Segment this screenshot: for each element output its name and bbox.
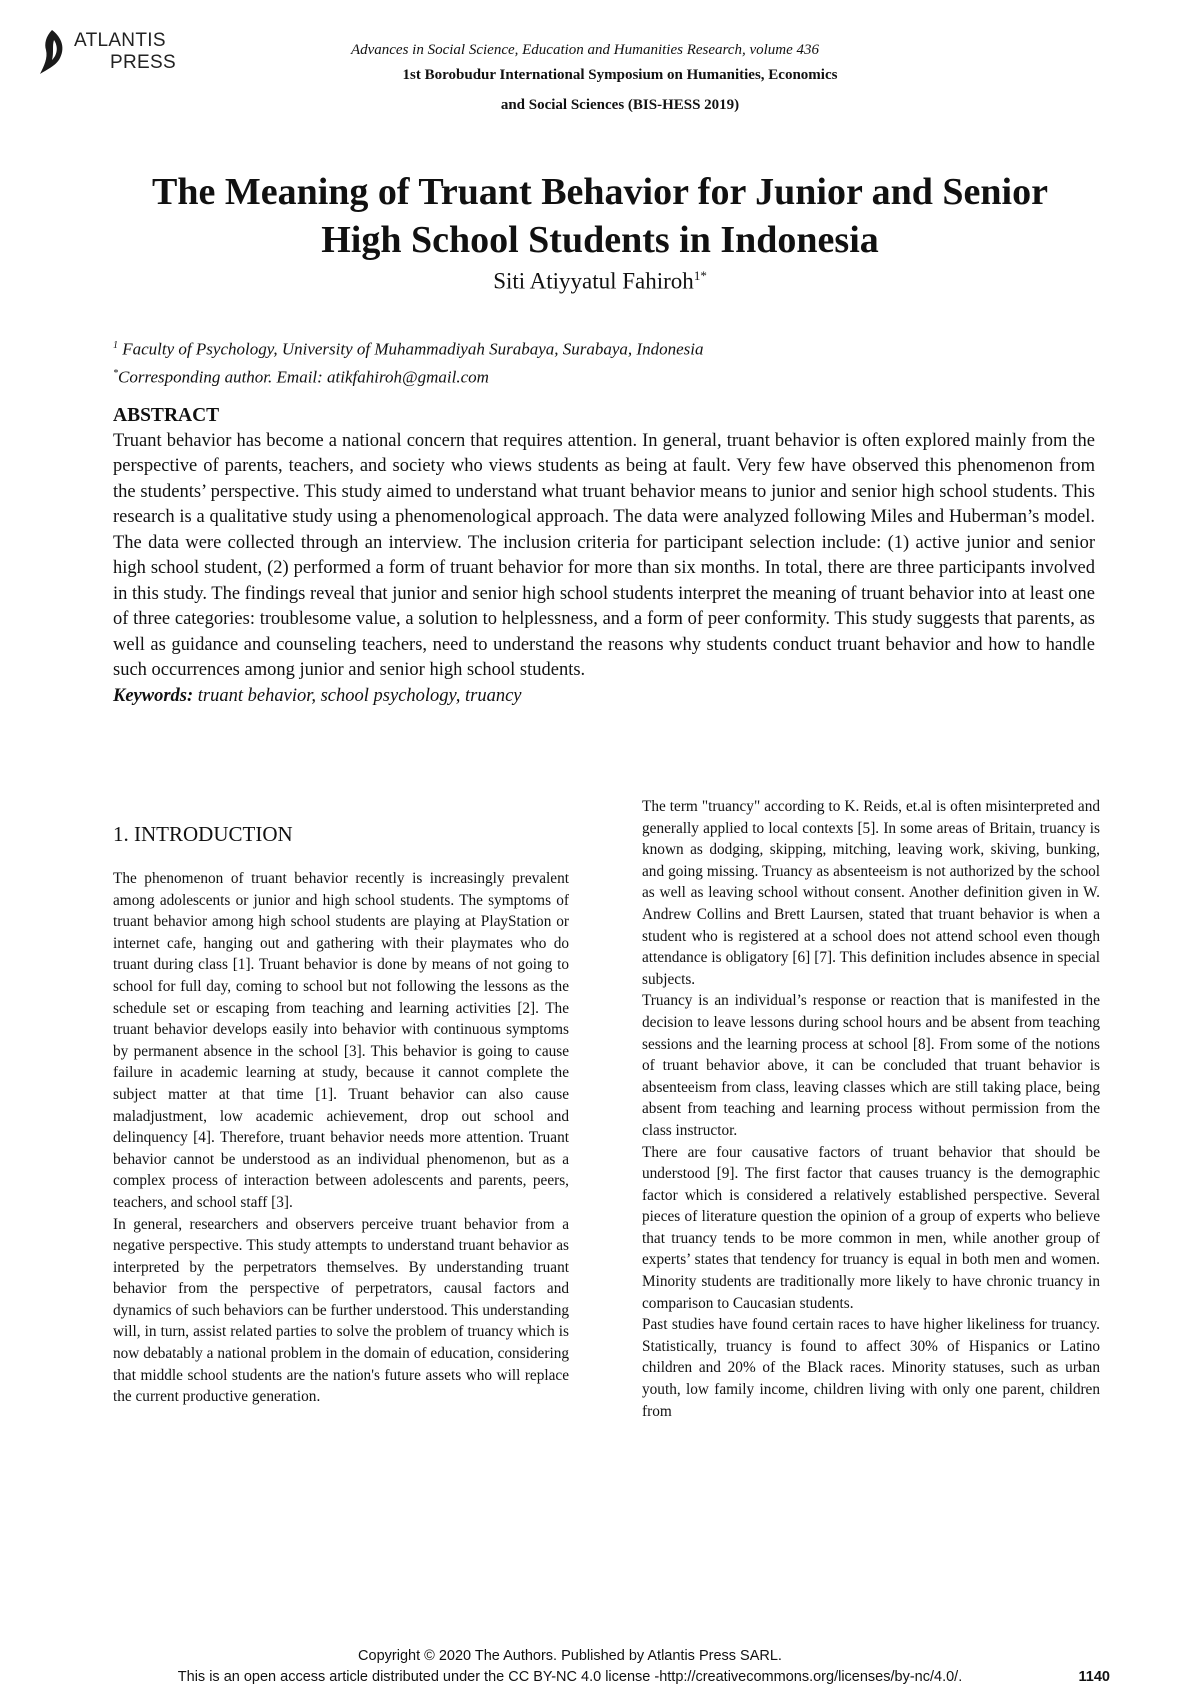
keywords-list: truant behavior, school psychology, truancy (197, 685, 522, 706)
section-heading-introduction: 1. INTRODUCTION (113, 822, 293, 846)
publisher-name (74, 30, 176, 74)
publisher-name-line2: PRESS (110, 52, 176, 73)
corresponding-author (113, 362, 703, 390)
abstract-section (113, 403, 1095, 709)
abstract-body: Truant behavior has become a national concern that requires attention. In general, truant behavior is often explored mainly from the perspective of parents, teachers, and society who views students as being at fault. Very few have observed this phenomenon from the students’ perspective. This study aimed to understand what truant behavior means to junior and senior high school students. This research is a qualitative study using a phenomenological approach. The data were analyzed following Miles and Huberman’s model. The data were collected through an interview. The inclusion criteria for participant selection include: (1) active junior and senior high school student, (2) performed a form of truant behavior for more than six months. In total, there are three participants involved in this study. The findings reveal that junior and senior high school students interpret the meaning of truant behavior into at least one of three categories: troublesome value, a solution to helplessness, and a form of peer conformity. This study suggests that parents, as well as guidance and counseling teachers, need to understand the reasons why students conduct truant behavior and how to handle such occurrences among junior and senior high school students. (113, 430, 1095, 680)
keywords-label: Keywords: (113, 685, 194, 706)
author-name: Siti Atiyyatul Fahiroh (493, 268, 694, 294)
keywords (113, 684, 1095, 710)
corresponding-author-text: Corresponding author. Email: atikfahiroh@gmail.com (118, 367, 489, 387)
license-line (0, 1667, 1200, 1688)
license-notice: This is an open access article distributed under the CC BY-NC 4.0 license -http://creativecommons.org/licenses/by-nc/4.0/. (177, 1669, 963, 1685)
paper-title (100, 168, 1100, 264)
affiliation-1 (113, 334, 703, 362)
affiliation-1-text: Faculty of Psychology, University of Muhammadiyah Surabaya, Surabaya, Indonesia (122, 339, 704, 359)
affiliation-1-marker: 1 (113, 340, 118, 351)
atlantis-press-logo-icon (34, 28, 70, 76)
corresponding-marker: * (113, 367, 118, 379)
author-marker: 1* (693, 268, 707, 283)
page-number: 1140 (1078, 1669, 1110, 1685)
conference-line-1: 1st Borobudur International Symposium on Humanities, Economics (402, 67, 838, 83)
intro-paragraph: There are four causative factors of truant behavior that should be understood [9]. The first factor that causes truancy is the demographic factor which is considered a relatively established perspective. Several pieces of literature question the opinion of a group of experts who believe that truancy tends to be more common in men, while another group of experts’ states that tendency for truancy is equal in both men and women. Minority students are traditionally more likely to have chronic truancy in comparison to Caucasian students. (642, 1143, 1100, 1312)
running-header (290, 40, 950, 120)
intro-paragraph: Truancy is an individual’s response or reaction that is manifested in the decision to leave lessons during school hours and be absent from teaching sessions and the learning process at school [8]. From some of the notions of truant behavior above, it can be concluded that truant behavior is absenteeism from class, leaving classes which are still taking place, being absent from teaching and learning process without permission from the class instructor. (642, 992, 1100, 1139)
intro-paragraph: The term "truancy" according to K. Reids, et.al is often misinterpreted and generally applied to local contexts [5]. In some areas of Britain, truancy is known as dodging, skipping, mitching, leaving work, skiving, bunking, and going missing. Truancy as absenteeism is not authorized by the school as well as leaving school without consent. Another definition given in W. Andrew Collins and Brett Laursen, stated that truant behavior is when a student who is registered at a school does not attend school even though attendance is obligatory [6] [7]. This definition includes absence in special subjects. (642, 798, 1100, 988)
paper-title-line-1: The Meaning of Truant Behavior for Junior and Senior (152, 171, 1048, 213)
journal-name: Advances in Social Science, Education and Humanities Research, volume 436 (350, 42, 820, 58)
publisher-name-line1: ATLANTIS (74, 30, 166, 51)
intro-paragraph: In general, researchers and observers perceive truant behavior from a negative perspective. This study attempts to understand truant behavior as interpreted by the perpetrators themselves. By understanding truant behavior from the perspective of perpetrators, causal factors and dynamics of such behaviors can be further understood. This understanding will, in turn, assist related parties to solve the problem of truancy which is now debatably a national problem in the domain of education, considering that middle school students are the nation's future assets who will replace the current productive generation. (113, 1215, 569, 1406)
copyright-notice: Copyright © 2020 The Authors. Published by Atlantis Press SARL. (358, 1648, 782, 1664)
abstract-heading: ABSTRACT (113, 405, 220, 426)
page-footer (0, 1646, 1200, 1688)
left-column (113, 868, 569, 1408)
conference-line-2: and Social Sciences (BIS-HESS 2019) (500, 97, 740, 113)
affiliations (113, 334, 703, 389)
publisher-logo (34, 28, 194, 80)
author-line (0, 268, 1200, 295)
paper-title-line-2: High School Students in Indonesia (321, 219, 879, 261)
intro-paragraph: The phenomenon of truant behavior recently is increasingly prevalent among adolescents or junior and high school students. The symptoms of truant behavior among high school students are playing at PlayStation or internet cafe, hanging out and gathering with their playmates who do truant during class [1]. Truant behavior is done by means of not going to school for full day, coming to school but not following the lessons as the schedule set or escaping from teaching and learning activities [2]. The truant behavior develops easily into behavior with continuous symptoms by permanent absence in the school [3]. This behavior is going to cause failure in academic learning at study, because it cannot complete the subject matter at that time [1]. Truant behavior can also cause maladjustment, low academic achievement, drop out school and delinquency [4]. Therefore, truant behavior needs more attention. Truant behavior cannot be understood as an individual phenomenon, but as a complex process of interaction between adolescents and parents, peers, teachers, and school staff [3]. (113, 870, 569, 1211)
intro-paragraph: Past studies have found certain races to have higher likeliness for truancy. Statistically, truancy is found to affect 30% of Hispanics or Latino children and 20% of the Black races. Minority statuses, such as urban youth, low family income, children living with only one parent, children from (642, 1316, 1100, 1420)
right-column (642, 796, 1100, 1422)
